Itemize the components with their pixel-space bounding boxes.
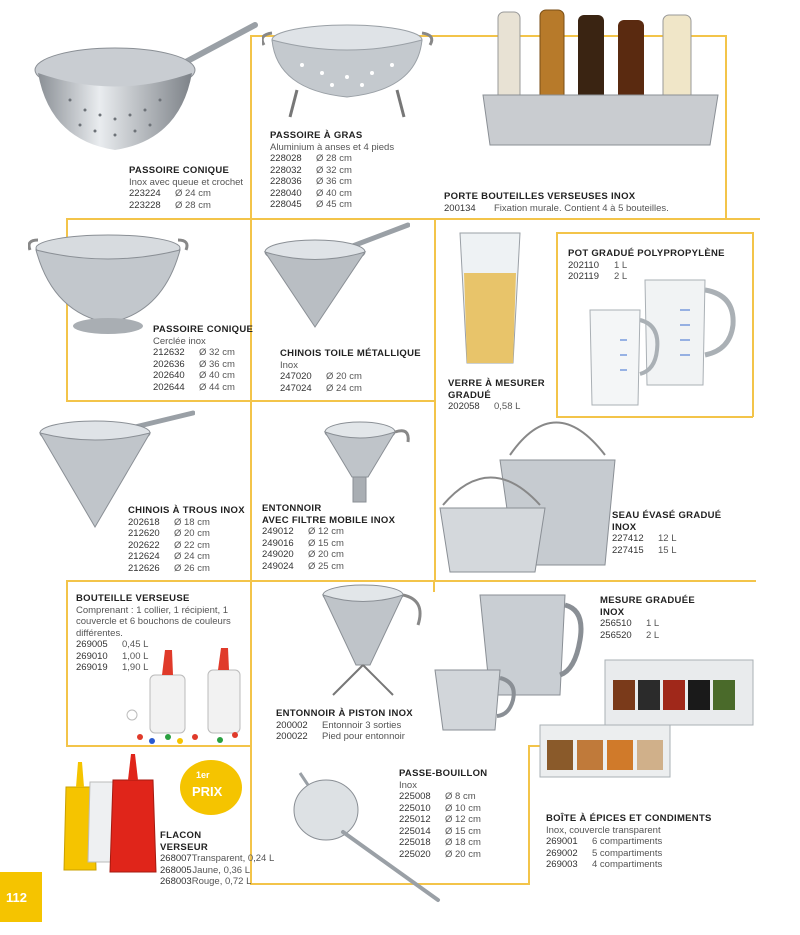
page-number-tab xyxy=(0,872,42,922)
ref-code: 223228 xyxy=(129,199,161,211)
ref-value: 15 L xyxy=(658,544,677,556)
product-passoire-gras xyxy=(270,130,420,211)
product-title: PASSOIRE À GRAS xyxy=(270,130,363,141)
ref-code: 269003 xyxy=(546,859,578,870)
product-row xyxy=(153,382,263,394)
product-passe-bouillon xyxy=(399,768,519,860)
ref-value: Ø 24 cm xyxy=(326,382,362,394)
product-passoire-conique-queue xyxy=(129,165,249,211)
colander-handle-image xyxy=(30,15,260,165)
ref-code: 247020 xyxy=(280,371,312,382)
ref-code: 202058 xyxy=(448,401,480,412)
product-row xyxy=(444,203,724,215)
product-desc: Cerclée inox xyxy=(153,335,206,347)
ref-value: Pied pour entonnoir xyxy=(322,731,405,742)
product-porte-bouteilles xyxy=(444,191,724,214)
colander-ring-image xyxy=(28,228,193,338)
ref-code: 227412 xyxy=(612,533,644,544)
ref-code: 268007 xyxy=(160,853,192,864)
product-row xyxy=(600,618,720,630)
ref-code: 228036 xyxy=(270,176,302,187)
ref-code: 202644 xyxy=(153,381,185,393)
product-title: ENTONNOIR À PISTON INOX xyxy=(276,708,413,719)
ref-value: 2 L xyxy=(646,629,660,641)
ref-code: 228045 xyxy=(270,199,302,210)
ref-value: Ø 22 cm xyxy=(174,539,210,551)
product-entonnoir-piston xyxy=(276,708,436,743)
ref-value: 4 compartiments xyxy=(592,859,663,870)
ref-code: 225014 xyxy=(399,825,431,837)
product-row xyxy=(276,720,436,732)
ref-value: Ø 24 cm xyxy=(174,551,210,562)
ref-value: Ø 28 cm xyxy=(175,199,211,211)
product-row xyxy=(160,876,250,888)
product-row xyxy=(612,545,747,557)
ref-code: 268003 xyxy=(160,876,192,887)
product-pot-gradue xyxy=(568,248,748,283)
ref-value: Jaune, 0,36 L xyxy=(192,864,250,876)
product-row xyxy=(262,549,427,561)
product-row xyxy=(280,371,432,383)
product-row xyxy=(76,639,248,651)
ref-code: 200022 xyxy=(276,731,308,742)
product-row xyxy=(128,551,248,563)
ref-code: 249016 xyxy=(262,537,294,549)
product-chinois-trous xyxy=(128,505,248,574)
ref-code: 225010 xyxy=(399,802,431,814)
ref-value: Ø 12 cm xyxy=(308,526,344,537)
product-row xyxy=(270,188,420,200)
ref-code: 212624 xyxy=(128,551,160,562)
product-row xyxy=(270,199,420,211)
ref-value: 0,45 L xyxy=(122,639,149,650)
grid-line xyxy=(66,580,68,745)
product-bouteille-verseuse xyxy=(76,593,248,674)
mesh-chinois-image xyxy=(260,222,410,337)
product-title: PASSOIRE CONIQUE xyxy=(129,165,230,176)
badge-line1: 1er xyxy=(196,770,210,780)
ref-value: 12 L xyxy=(658,533,677,544)
product-row xyxy=(270,176,420,188)
spice-box-image xyxy=(535,655,760,780)
ref-code: 247024 xyxy=(280,382,312,394)
product-desc: Inox xyxy=(399,779,417,791)
product-row xyxy=(128,517,248,529)
grid-line xyxy=(66,400,436,402)
ref-code: 202636 xyxy=(153,358,185,370)
ref-value: Ø 28 cm xyxy=(316,153,352,164)
product-row xyxy=(546,848,756,860)
product-row xyxy=(128,563,248,575)
ref-code: 212632 xyxy=(153,347,185,358)
product-title: PASSOIRE CONIQUE xyxy=(153,324,254,335)
ref-value: Ø 32 cm xyxy=(199,347,235,358)
ref-code: 202618 xyxy=(128,516,160,528)
product-row xyxy=(153,359,263,371)
ref-value: Ø 26 cm xyxy=(174,562,210,574)
product-row xyxy=(568,271,748,283)
first-price-badge xyxy=(180,760,242,815)
product-row xyxy=(160,853,275,865)
bottle-rack-image xyxy=(478,0,733,150)
product-desc: Inox, couvercle transparent xyxy=(546,824,661,836)
ref-value: Ø 10 cm xyxy=(445,802,481,814)
product-row xyxy=(262,526,427,538)
ref-value: Ø 36 cm xyxy=(199,358,235,370)
product-row xyxy=(276,731,436,743)
ref-value: Ø 18 cm xyxy=(174,516,210,528)
product-row xyxy=(568,260,748,272)
ref-value: Ø 20 cm xyxy=(445,848,481,860)
product-row xyxy=(399,826,519,838)
funnel-image xyxy=(320,412,415,507)
ref-value: Rouge, 0,72 L xyxy=(191,876,252,887)
product-title: ENTONNOIR xyxy=(262,503,322,514)
product-title: BOÎTE À ÉPICES ET CONDIMENTS xyxy=(546,813,712,824)
product-title: BOUTEILLE VERSEUSE xyxy=(76,593,190,604)
product-desc: Inox avec queue et crochet xyxy=(129,176,244,188)
product-row xyxy=(270,165,420,177)
product-row xyxy=(262,561,427,573)
grid-line xyxy=(528,745,530,885)
ref-value: Ø 12 cm xyxy=(445,814,481,825)
product-row xyxy=(160,865,250,877)
product-row xyxy=(128,540,248,552)
fat-strainer-image xyxy=(262,15,437,125)
product-desc: Aluminium à anses et 4 pieds xyxy=(270,141,395,153)
product-chinois-toile xyxy=(280,348,432,394)
ref-value: 0,58 L xyxy=(494,401,521,412)
ref-code: 268005 xyxy=(160,864,192,876)
ref-code: 202119 xyxy=(568,271,599,282)
ref-value: 6 compartiments xyxy=(592,836,663,847)
ref-value: Ø 20 cm xyxy=(174,528,210,539)
ref-code: 200002 xyxy=(276,719,308,731)
plastic-jugs-image xyxy=(585,270,745,410)
product-subtitle: INOX xyxy=(600,606,625,618)
ref-code: 256510 xyxy=(600,618,632,629)
product-title: POT GRADUÉ POLYPROPYLÈNE xyxy=(568,248,725,259)
ref-value: Ø 40 cm xyxy=(316,187,352,199)
ref-code: 202622 xyxy=(128,539,160,551)
ref-code: 256520 xyxy=(600,629,632,641)
product-entonnoir xyxy=(262,503,427,572)
product-row xyxy=(153,347,263,359)
product-title: VERRE À MESURER GRADUÉ xyxy=(448,378,545,401)
grid-line xyxy=(66,745,252,747)
ref-code: 227415 xyxy=(612,544,644,556)
product-title: PASSE-BOUILLON xyxy=(399,768,488,779)
ref-value: 2 L xyxy=(614,271,628,282)
product-passoire-conique-cerclee xyxy=(153,324,263,393)
product-row xyxy=(448,401,553,413)
ref-code: 202110 xyxy=(568,259,599,271)
ref-code: 228028 xyxy=(270,153,302,164)
ref-value: Ø 36 cm xyxy=(316,176,352,187)
ref-value: Ø 18 cm xyxy=(445,837,481,848)
product-row xyxy=(153,370,263,382)
ref-value: Ø 24 cm xyxy=(175,188,211,199)
ref-code: 212620 xyxy=(128,528,160,539)
product-title: FLACON VERSEUR xyxy=(160,830,209,853)
ref-value: Ø 8 cm xyxy=(445,791,476,802)
ref-value: 5 compartiments xyxy=(592,847,663,859)
product-row xyxy=(280,383,432,395)
ref-value: Transparent, 0,24 L xyxy=(191,853,275,864)
product-row xyxy=(270,153,420,165)
product-title: SEAU ÉVASÉ GRADUÉ xyxy=(612,510,722,521)
product-row xyxy=(399,814,519,826)
ref-code: 269019 xyxy=(76,662,108,673)
product-row xyxy=(129,200,249,212)
product-subtitle: AVEC FILTRE MOBILE INOX xyxy=(262,514,396,526)
ref-value: Ø 20 cm xyxy=(308,549,344,560)
product-mesure-graduee xyxy=(600,595,720,641)
product-row xyxy=(76,651,248,663)
product-boite-epices xyxy=(546,813,756,871)
ref-code: 225012 xyxy=(399,814,431,825)
product-title: MESURE GRADUÉE xyxy=(600,595,695,606)
product-title: CHINOIS TOILE MÉTALLIQUE xyxy=(280,348,421,359)
ref-code: 228032 xyxy=(270,164,302,176)
ref-code: 225008 xyxy=(399,791,431,802)
ref-value: Fixation murale. Contient 4 à 5 bouteilles. xyxy=(494,202,669,214)
ref-value: 1,90 L xyxy=(122,662,149,673)
piston-funnel-image xyxy=(318,580,433,700)
ref-code: 228040 xyxy=(270,187,302,199)
ref-value: 1 L xyxy=(614,259,628,271)
product-row xyxy=(546,859,756,871)
ref-code: 223224 xyxy=(129,188,161,199)
ref-value: Ø 32 cm xyxy=(316,164,352,176)
product-row xyxy=(600,630,720,642)
product-seau xyxy=(612,510,747,556)
ref-code: 269002 xyxy=(546,847,578,859)
product-title: CHINOIS À TROUS INOX xyxy=(128,505,245,516)
ref-code: 249020 xyxy=(262,549,294,560)
measuring-glass-image xyxy=(455,228,525,368)
buckets-image xyxy=(435,400,620,575)
grid-line xyxy=(752,232,754,417)
ref-code: 249012 xyxy=(262,526,294,537)
ref-code: 225018 xyxy=(399,837,431,848)
product-row xyxy=(129,188,249,200)
product-row xyxy=(399,837,519,849)
product-flacon-verseur xyxy=(160,830,275,888)
ref-value: Ø 15 cm xyxy=(445,825,481,837)
badge-line2: PRIX xyxy=(192,784,223,799)
product-row xyxy=(399,803,519,815)
product-row xyxy=(76,662,248,674)
product-title: PORTE BOUTEILLES VERSEUSES INOX xyxy=(444,191,636,202)
product-desc: Inox xyxy=(280,359,298,371)
ref-code: 225020 xyxy=(399,848,431,860)
grid-line xyxy=(556,232,752,234)
product-row xyxy=(128,528,248,540)
product-row xyxy=(262,538,427,550)
ref-value: Ø 44 cm xyxy=(199,381,235,393)
grid-line xyxy=(250,580,252,885)
ref-code: 200134 xyxy=(444,202,476,214)
ref-value: 1,00 L xyxy=(122,650,149,662)
product-verre-mesurer xyxy=(448,378,553,413)
product-desc: Comprenant : 1 collier, 1 récipient, 1 couvercle et 6 bouchons de couleurs différentes. xyxy=(76,604,231,639)
ref-value: Ø 40 cm xyxy=(199,370,235,381)
grid-line xyxy=(66,218,760,220)
ref-code: 269005 xyxy=(76,639,108,650)
product-subtitle: INOX xyxy=(612,521,637,533)
product-row xyxy=(546,836,756,848)
product-row xyxy=(612,533,747,545)
product-row xyxy=(399,849,519,861)
ref-code: 249024 xyxy=(262,560,294,572)
squeeze-flasks-image xyxy=(58,752,168,877)
ref-code: 202640 xyxy=(153,370,185,381)
ref-value: 1 L xyxy=(646,618,660,629)
ref-code: 269010 xyxy=(76,650,108,662)
ref-value: Ø 20 cm xyxy=(326,371,362,382)
page-number: 112 xyxy=(6,890,27,905)
ref-code: 212626 xyxy=(128,562,160,574)
ref-value: Ø 15 cm xyxy=(308,537,344,549)
grid-line xyxy=(556,232,558,417)
ref-value: Ø 45 cm xyxy=(316,199,352,210)
ref-code: 269001 xyxy=(546,836,578,847)
ref-value: Ø 25 cm xyxy=(308,560,344,572)
ref-value: Entonnoir 3 sorties xyxy=(322,719,402,731)
product-row xyxy=(399,791,519,803)
